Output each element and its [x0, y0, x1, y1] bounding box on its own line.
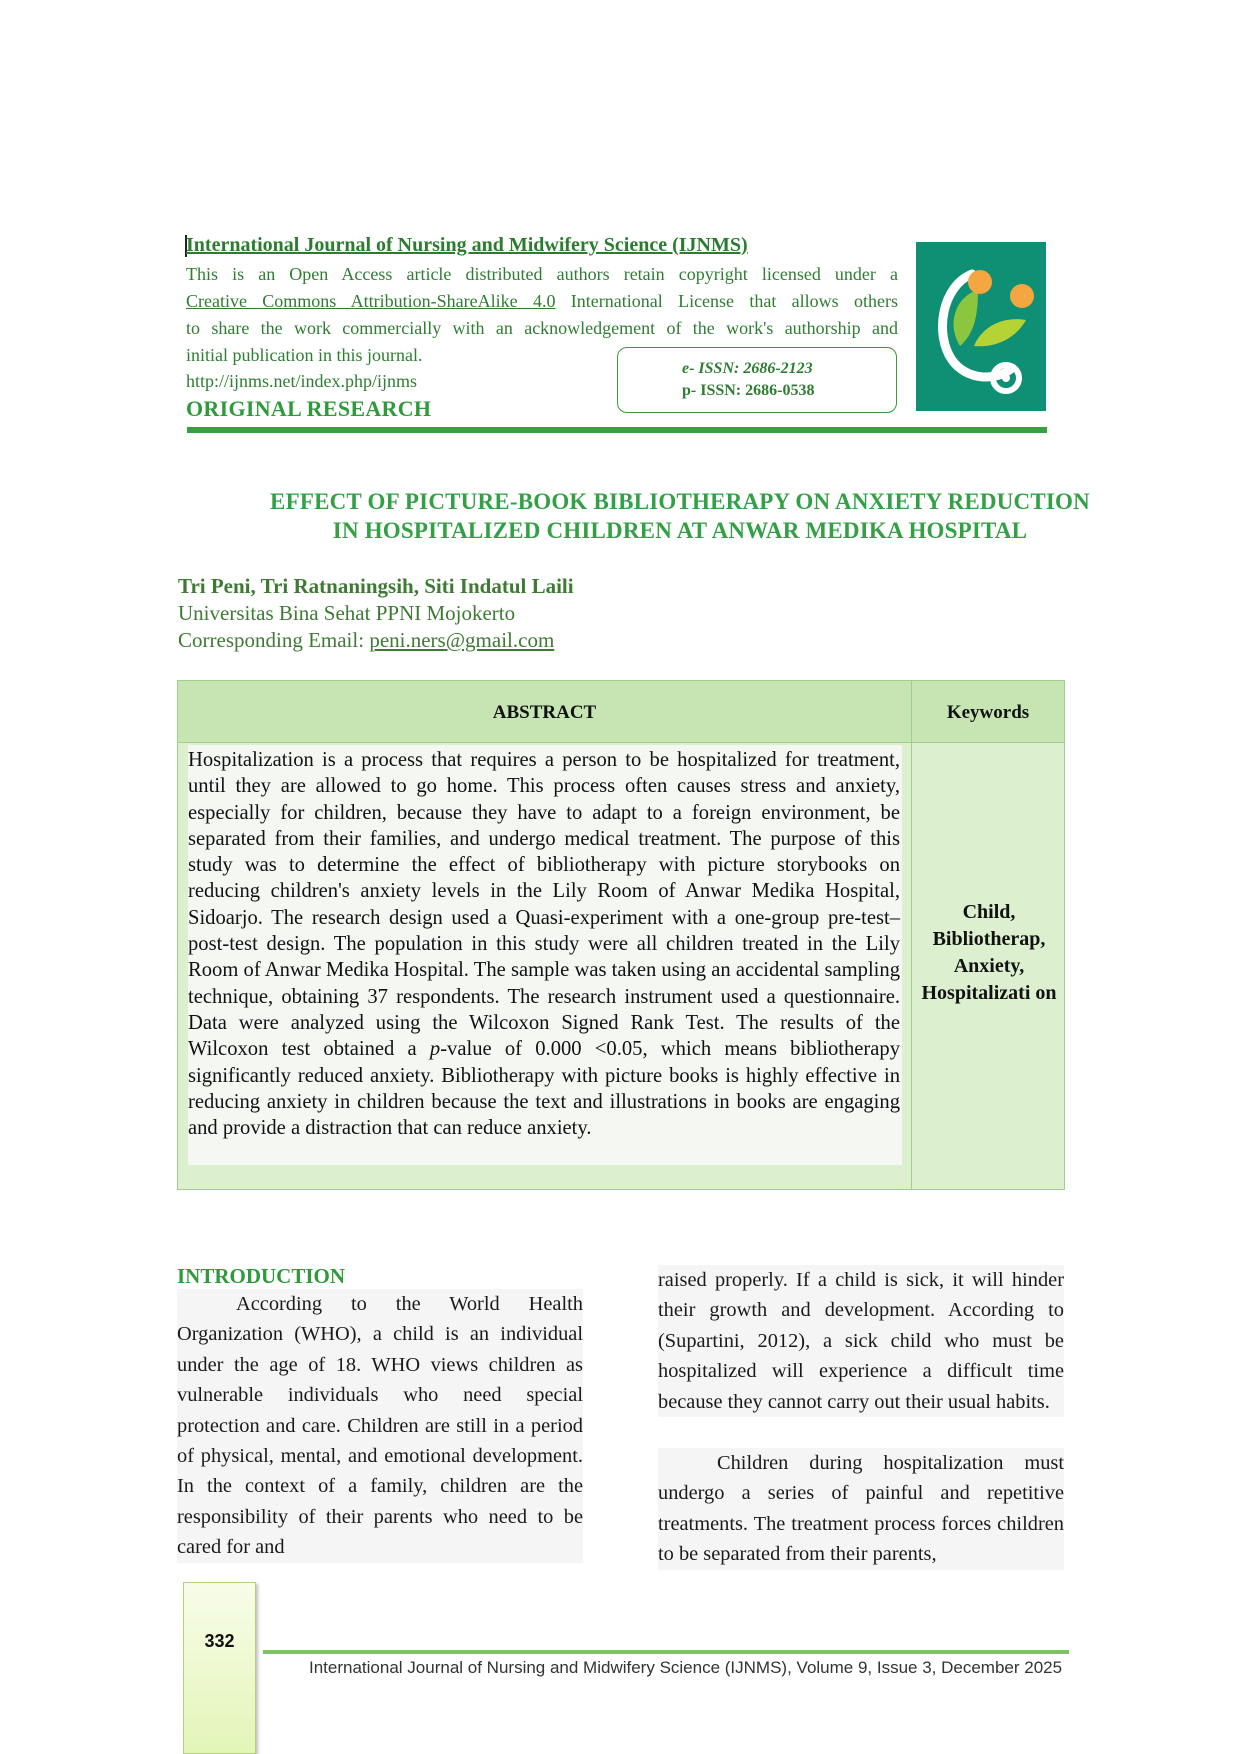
page-number-tab [183, 1582, 256, 1754]
abstract-table [177, 680, 1065, 1190]
p-value-symbol: p [429, 1038, 441, 1061]
p-issn: p- ISSN: 2686-0538 [682, 382, 815, 399]
author-list: Tri Peni, Tri Ratnaningsih, Siti Indatul Laili [178, 574, 574, 598]
affiliation: Universitas Bina Sehat PPNI Mojokerto [178, 601, 516, 625]
right-column-paragraph-2: Children during hospitalization must undergo a series of painful and repetitive treatments. The treatment process forces children to be separated from their parents, [658, 1448, 1064, 1570]
license-line-3: to share the work commercially with an acknowledgement of the work's authorship and [186, 318, 898, 338]
license-line-4: initial publication in this journal. [186, 345, 423, 365]
email-link[interactable]: peni.ners@gmail.com [369, 628, 555, 652]
abstract-text-part-1: Hospitalization is a process that requires a person to be hospitalized for treatment, until they are allowed to go home. This process often causes stress and anxiety, especially for children, because they have to adapt to a foreign environment, be separated from their families, and undergo medical treatment. The purpose of this study was to determine the effect of bibliotherapy with picture storybooks on reducing children's anxiety levels in the Lily Room of Anwar Medika Hospital, Sidoarjo. The research design used a Quasi-experiment with a one-group pre-test–post-test design. The population in this study were all children treated in the Lily Room of Anwar Medika Hospital. The sample was taken using an accidental sampling technique, obtaining 37 respondents. The research instrument used a questionnaire. Data were analyzed using the Wilcoxon Signed Rank Test. The results of the Wilcoxon test obtained a [188, 749, 900, 1061]
article-title-line-1: EFFECT OF PICTURE-BOOK BIBLIOTHERAPY ON ANXIETY REDUCTION [270, 489, 1090, 514]
introduction-heading: INTRODUCTION [177, 1264, 346, 1288]
license-line-2 [186, 291, 898, 312]
license-link[interactable]: Creative Commons Attribution-ShareAlike 4.0 [186, 291, 556, 311]
e-issn: e- ISSN: 2686-2123 [682, 360, 813, 377]
abstract-heading: ABSTRACT [492, 702, 597, 723]
abstract-body-cell [188, 745, 902, 1165]
footer-citation: International Journal of Nursing and Midwifery Science (IJNMS), Volume 9, Issue 3, December 2025 [309, 1658, 1063, 1677]
keywords-list: Child, Bibliotherap, Anxiety, Hospitalizati on [921, 901, 1057, 1004]
page-number: 332 [204, 1631, 235, 1651]
corresponding-email [178, 628, 554, 653]
journal-title[interactable]: International Journal of Nursing and Midwifery Science (IJNMS) [186, 234, 748, 256]
footer-divider [263, 1650, 1069, 1654]
license-line-2-rest: International License that allows others [555, 291, 898, 311]
header-divider [187, 427, 1047, 433]
keywords-heading: Keywords [946, 702, 1030, 723]
left-column-paragraph: According to the World Health Organization (WHO), a child is an individual under the age of 18. WHO views children as vulnerable individuals who need special protection and care. Children are still in a period of physical, mental, and emotional development. In the context of a family, children are the responsibility of their parents who need to be cared for and [177, 1289, 583, 1563]
journal-logo-icon [916, 242, 1046, 411]
issn-box [617, 347, 897, 413]
right-column-paragraph-1: raised properly. If a child is sick, it will hinder their growth and development. According to (Supartini, 2012), a sick child who must be hospitalized will experience a difficult time because they cannot carry out their usual habits. [658, 1265, 1064, 1417]
keywords-header-cell [912, 681, 1064, 743]
license-line-1: This is an Open Access article distributed authors retain copyright licensed under a [186, 264, 898, 284]
journal-url-link[interactable]: http://ijnms.net/index.php/ijnms [186, 371, 418, 391]
email-label: Corresponding Email: [178, 628, 370, 652]
table-column-divider [911, 743, 912, 1189]
section-label: ORIGINAL RESEARCH [186, 396, 432, 421]
abstract-header-cell [178, 681, 912, 743]
article-title-line-2: IN HOSPITALIZED CHILDREN AT ANWAR MEDIKA HOSPITAL [332, 518, 1028, 543]
abstract-text [188, 747, 900, 1141]
abstract-text-part-2: -value of 0.000 <0.05, which means bibliotherapy significantly reduced anxiety. Bibliotherapy with picture books is highly effective in reducing anxiety in children because the text and illustrations in books are engaging and provide a distraction that can reduce anxiety. [188, 1038, 900, 1140]
